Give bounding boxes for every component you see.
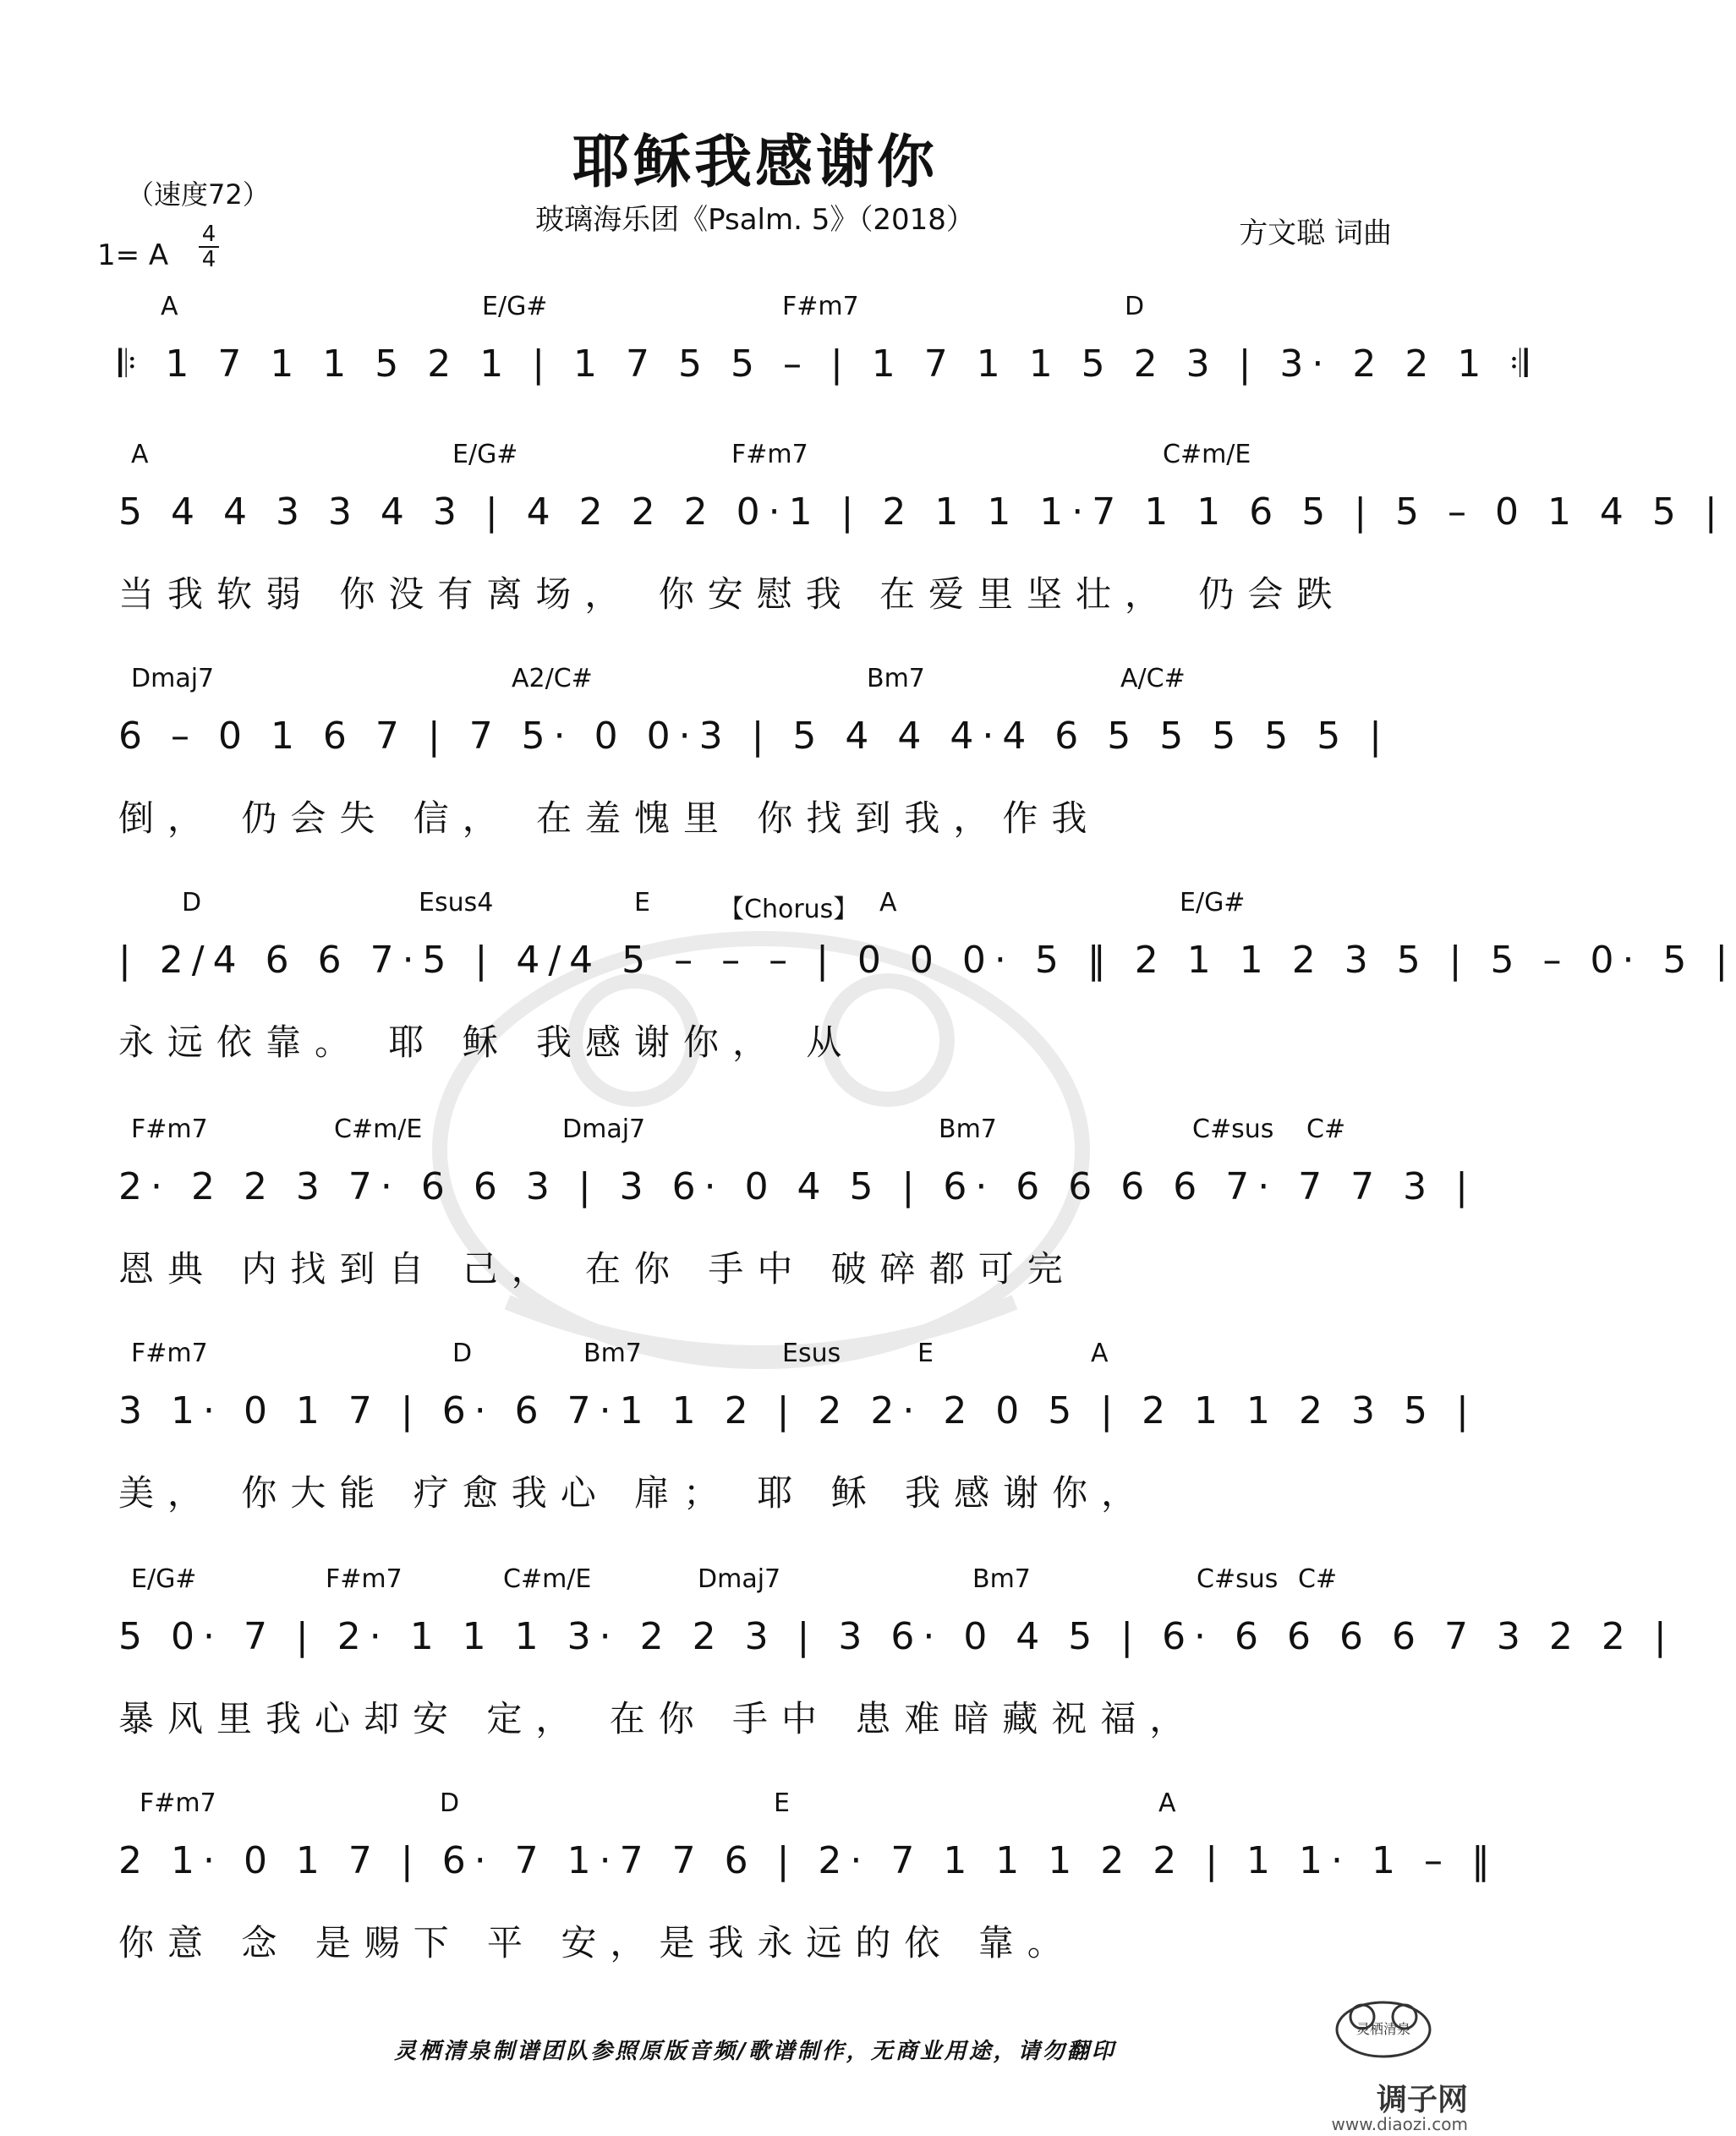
score-system-7	[118, 1564, 1675, 1776]
time-signature	[199, 224, 219, 270]
notation-row: | 2/4 6 6 7·5 | 4/4 5 – – – | 0 0 0· 5 ‖ 2 1 1 2 3 5 | 5 – 0· 5 |	[118, 939, 1736, 982]
site-name[interactable]: 调子网	[1376, 2083, 1468, 2117]
chord-row	[118, 1564, 1412, 1598]
lyrics-row: 倒， 仍会失 信， 在羞愧里 你找到我，作我	[118, 797, 1101, 839]
chord-row	[118, 888, 1412, 922]
key-signature: 1= A	[97, 238, 169, 272]
chord-label: E/G#	[452, 440, 518, 469]
chord-label: F#m7	[131, 1339, 208, 1368]
chord-label: F#m7	[140, 1788, 216, 1818]
score-system-3	[118, 664, 1412, 875]
chord-label: A	[879, 888, 897, 917]
chord-label: A	[131, 440, 149, 469]
score-system-6	[118, 1339, 1477, 1550]
chord-label: C#m/E	[1163, 440, 1251, 469]
chord-label: E	[917, 1339, 934, 1368]
score-system-5	[118, 1115, 1476, 1326]
lyrics-row: 暴风里我心却安 定， 在你 手中 患难暗藏祝福，	[118, 1698, 1199, 1739]
chord-label: F#m7	[131, 1115, 208, 1144]
chord-label: E/G#	[131, 1564, 197, 1594]
chord-label: Dmaj7	[698, 1564, 781, 1594]
chord-label: Bm7	[972, 1564, 1031, 1594]
chord-row	[118, 1339, 1412, 1372]
chord-label: E	[634, 888, 650, 917]
chord-label: C#m/E	[503, 1564, 592, 1594]
chord-label: E/G#	[1180, 888, 1246, 917]
chord-label: Dmaj7	[131, 664, 215, 693]
section-marker: 【Chorus】	[719, 895, 859, 924]
notation-row: 𝄆 1 7 1 1 5 2 1 | 1 7 5 5 – | 1 7 1 1 5 2 3 | 3· 2 2 1 𝄇	[118, 342, 1536, 386]
chord-label: Bm7	[583, 1339, 642, 1368]
chord-label: C#	[1298, 1564, 1338, 1594]
tempo-marking: （速度72）	[127, 178, 270, 211]
chord-label: F#m7	[731, 440, 808, 469]
notation-row: 2· 2 2 3 7· 6 6 3 | 3 6· 0 4 5 | 6· 6 6 6 6 7· 7 7 3 |	[118, 1165, 1476, 1208]
chord-label: Bm7	[939, 1115, 997, 1144]
score-system-4	[118, 888, 1736, 1099]
chord-label: D	[182, 888, 202, 917]
notation-row: 3 1· 0 1 7 | 6· 6 7·1 1 2 | 2 2· 2 0 5 | 2 1 1 2 3 5 |	[118, 1389, 1477, 1432]
chord-row	[118, 440, 1412, 474]
chord-label: A	[1158, 1788, 1176, 1818]
chord-label: E	[774, 1788, 790, 1818]
time-signature-top: 4	[201, 222, 216, 247]
notation-row: 5 0· 7 | 2· 1 1 1 3· 2 2 3 | 3 6· 0 4 5 | 6· 6 6 6 6 7 3 2 2 |	[118, 1615, 1675, 1658]
composer-credit: 方文聪 词曲	[1239, 216, 1392, 250]
chord-label: C#sus	[1192, 1115, 1274, 1144]
chord-label: C#	[1306, 1115, 1346, 1144]
chord-label: F#m7	[782, 292, 859, 321]
lyrics-row: 当我软弱 你没有离场， 你安慰我 在爱里坚壮， 仍会跌	[118, 573, 1346, 615]
score-system-8	[118, 1788, 1498, 2000]
chord-label: D	[440, 1788, 460, 1818]
chord-row	[118, 1788, 1412, 1822]
logo-text: 灵栖清泉	[1355, 2021, 1411, 2037]
chord-label: Bm7	[867, 664, 925, 693]
notation-row: 6 – 0 1 6 7 | 7 5· 0 0·3 | 5 4 4 4·4 6 5 5 5 5 5 |	[118, 715, 1391, 758]
notation-row: 2 1· 0 1 7 | 6· 7 1·7 7 6 | 2· 7 1 1 1 2 2 | 1 1· 1 – ‖	[118, 1839, 1498, 1882]
notation-row: 5 4 4 3 3 4 3 | 4 2 2 2 0·1 | 2 1 1 1·7 1 1 6 5 | 5 – 0 1 4 5 |	[118, 490, 1726, 534]
chord-label: A	[1091, 1339, 1109, 1368]
chord-label: D	[1125, 292, 1145, 321]
lyrics-row: 美， 你大能 疗愈我心 扉； 耶 稣 我感谢你，	[118, 1472, 1151, 1514]
chord-label: A2/C#	[512, 664, 593, 693]
site-url[interactable]: www.diaozi.com	[1331, 2114, 1468, 2134]
chord-label: Esus4	[419, 888, 494, 917]
chord-label: A/C#	[1120, 664, 1186, 693]
lyrics-row: 永远依靠。 耶 稣 我感谢你， 从	[118, 1021, 856, 1063]
song-title: 耶稣我感谢你	[572, 129, 938, 196]
chord-label: C#m/E	[334, 1115, 423, 1144]
chord-label: A	[161, 292, 178, 321]
lyrics-row: 恩典 内找到自 己， 在你 手中 破碎都可完	[118, 1248, 1076, 1290]
time-signature-bottom: 4	[201, 247, 216, 272]
chord-row	[118, 1115, 1412, 1148]
chord-row	[118, 664, 1412, 698]
chord-label: E/G#	[482, 292, 548, 321]
chord-label: F#m7	[326, 1564, 403, 1594]
chord-label: Dmaj7	[562, 1115, 646, 1144]
chord-label: D	[452, 1339, 473, 1368]
song-subtitle: 玻璃海乐团《Psalm. 5》（2018）	[535, 203, 975, 237]
chord-label: Esus	[782, 1339, 841, 1368]
score-system-2	[118, 440, 1726, 651]
chord-row	[118, 292, 1412, 326]
lyrics-row: 你意 念 是赐下 平 安，是我永远的依 靠。	[118, 1922, 1076, 1963]
chord-label: C#sus	[1197, 1564, 1279, 1594]
footer-notice: 灵栖清泉制谱团队参照原版音频/歌谱制作，无商业用途，请勿翻印	[394, 2039, 1116, 2064]
